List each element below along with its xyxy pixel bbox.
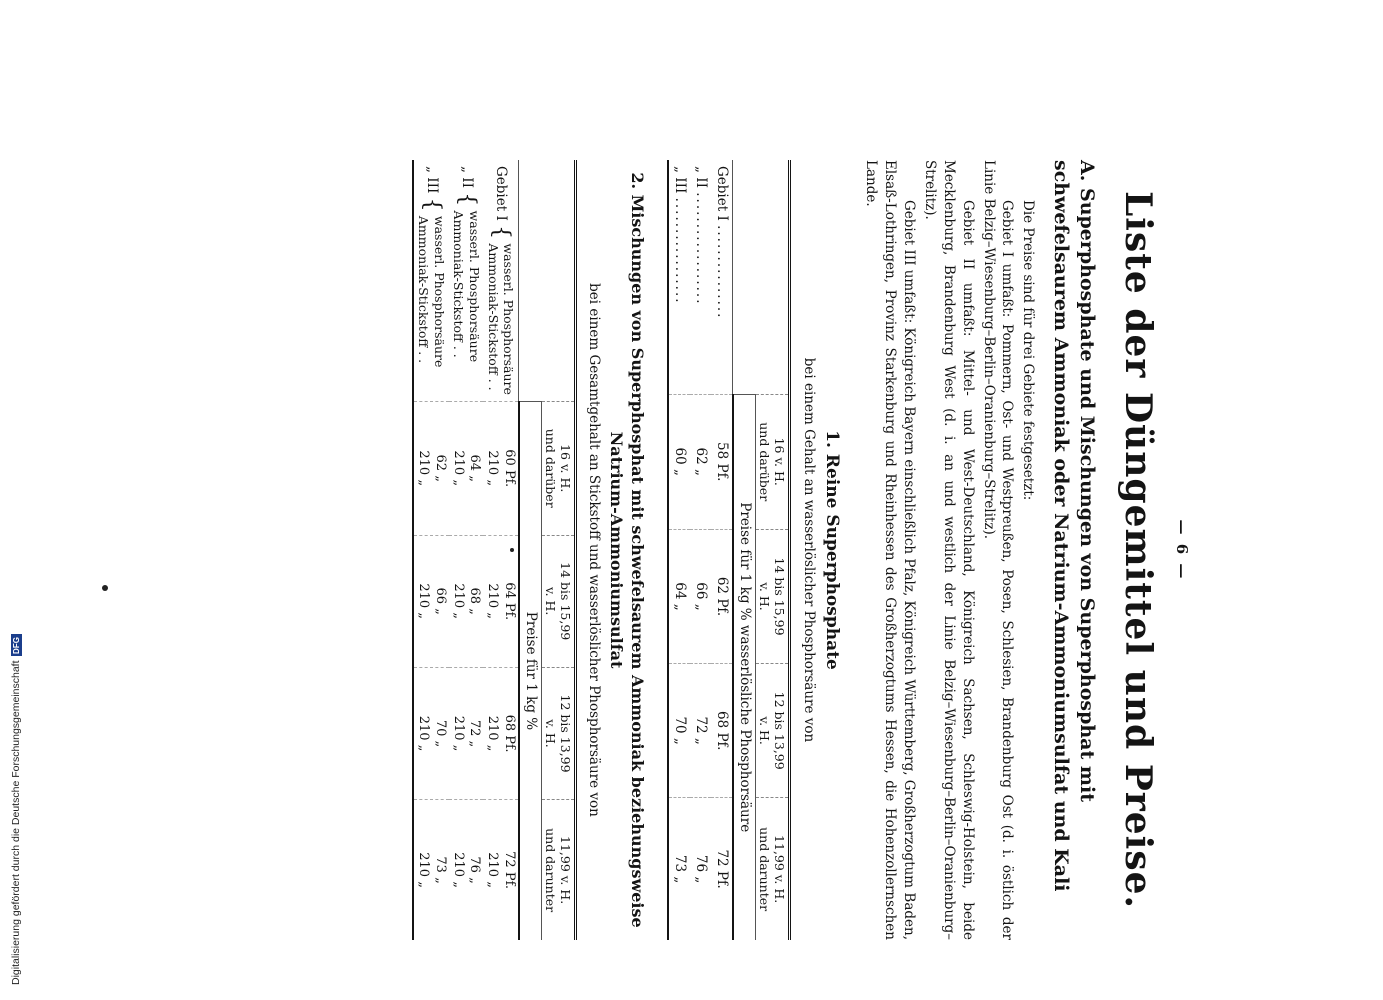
- row-label: „ II { wasserl. Phosphorsäure Ammoniak-Stickstoff . .: [450, 166, 482, 363]
- sublabel: wasserl. Phosphorsäure: [432, 215, 448, 368]
- price-cell: 72 „: [690, 664, 711, 798]
- table2-caption: bei einem Gesamtgehalt an Stickstoff und wasserlöslicher Phosphorsäure von: [586, 283, 603, 817]
- table1-col-header: 12 bis 13,99 v. H.: [755, 664, 789, 798]
- price-cell: 68 „ 210 „: [449, 535, 484, 667]
- price-cell: 60 „: [668, 394, 690, 529]
- price-cell: 66 „: [690, 529, 711, 663]
- table1-corner-cell: [733, 160, 789, 394]
- sublabel: wasserl. Phosphorsäure: [466, 210, 482, 363]
- table1-col-header: 16 v. H. und darüber: [755, 394, 789, 529]
- table-row: [668, 160, 690, 940]
- page-number: — 6 —: [1173, 519, 1191, 581]
- table2-col-header: 14 bis 15,99 v. H.: [541, 535, 575, 667]
- price-cell: 68 Pf. 210 „: [483, 667, 519, 799]
- sublabel: Ammoniak-Stickstoff . .: [450, 210, 466, 358]
- price-cell: 64 Pf. 210 „: [483, 535, 519, 667]
- table2-col-header: 16 v. H. und darüber: [541, 401, 575, 535]
- price-cell: 76 „ 210 „: [449, 800, 484, 940]
- table-row: [690, 160, 711, 940]
- document-page: [172, 160, 1192, 940]
- price-cell: 62 „ 210 „: [413, 401, 449, 535]
- table-row: [449, 160, 484, 940]
- intro-paragraph: Die Preise sind für drei Gebiete festgesetzt:: [1020, 200, 1037, 501]
- row-label: „ III .................: [668, 160, 690, 394]
- table2-col-header: 12 bis 13,99 v. H.: [541, 667, 575, 799]
- price-cell: 60 Pf. 210 „: [483, 401, 519, 535]
- table2-col-header: 11,99 v. H. und darunter: [541, 800, 575, 940]
- price-cell: 62 Pf.: [711, 529, 733, 663]
- price-cell: 70 „: [668, 664, 690, 798]
- price-cell: 72 Pf.: [711, 798, 733, 940]
- price-cell: 64 „ 210 „: [449, 401, 484, 535]
- table1-superphosphate-prices: [667, 160, 791, 940]
- sublabel: wasserl. Phosphorsäure: [501, 243, 517, 395]
- row-label: „ III { wasserl. Phosphorsäure Ammoniak-Stickstoff . .: [413, 160, 449, 401]
- price-cell: 76 „: [690, 798, 711, 940]
- dfg-logo: DFG: [11, 634, 22, 656]
- price-cell: 66 „ 210 „: [413, 535, 449, 667]
- table1-col-header: 11,99 v. H. und darunter: [755, 798, 789, 940]
- price-cell: 62 „: [690, 394, 711, 529]
- price-cell: 72 Pf. 210 „: [483, 800, 519, 940]
- price-cell: 72 „ 210 „: [449, 667, 484, 799]
- scan-speck: [510, 548, 514, 552]
- table1-unit-header: Preise für 1 kg % wasserlösliche Phosphorsäure: [733, 394, 755, 940]
- row-label: Gebiet I ...............: [713, 166, 730, 320]
- credit-text: Digitalisierung gefördert durch die Deutsche Forschungsgemeinschaft: [10, 660, 22, 985]
- page-title: Liste der Düngemittel und Preise.: [1117, 190, 1159, 910]
- price-cell: 58 Pf.: [711, 394, 733, 529]
- table2-corner-cell: [519, 160, 575, 401]
- price-cell: 70 „ 210 „: [413, 667, 449, 799]
- row-label: „ II ..................: [692, 166, 709, 306]
- digitization-credit: [10, 634, 22, 985]
- price-cell: 68 Pf.: [711, 664, 733, 798]
- row-label: Gebiet I { wasserl. Phosphorsäure Ammoniak-Stickstoff . .: [485, 166, 517, 395]
- price-cell: 73 „: [668, 798, 690, 940]
- gebiet-3-paragraph: Gebiet III umfaßt: Königreich Bayern einschließlich Pfalz, Königreich Württemberg, Großherzogtum Baden, Elsaß-Lothringen, Provinz Starkenburg und Rheinhessen des Großherzogtums Hessen, die Hohenzollernschen Lande.: [863, 160, 917, 940]
- table2-title: 2. Mischungen von Superphosphat mit schwefelsaurem Ammoniak beziehungsweise Natrium-Ammoniumsulfat: [607, 172, 648, 928]
- table-row: [711, 160, 733, 940]
- table2-unit-header: Preise für 1 kg %: [519, 401, 541, 940]
- price-cell: 64 „: [668, 529, 690, 663]
- sublabel: Ammoniak-Stickstoff . .: [416, 215, 432, 364]
- table1-caption: bei einem Gehalt an wasserlöslicher Phosphorsäure von: [800, 357, 817, 743]
- table1-col-header: 14 bis 15,99 v. H.: [755, 529, 789, 663]
- section-a-heading: A. Superphosphate und Mischungen von Superphosphat mit schwefelsaurem Ammoniak oder Natrium-Ammoniumsulfat und Kali: [1049, 160, 1098, 892]
- scan-speck: [102, 585, 108, 591]
- sublabel: Ammoniak-Stickstoff . .: [485, 243, 501, 391]
- table-row: [413, 160, 449, 940]
- gebiet-2-paragraph: Gebiet II umfaßt: Mittel- und West-Deutschland, Königreich Sachsen, Schleswig-Holstein, beide Mecklenburg, Brandenburg West (d. i. an und westlich der Linie Belzig–Wiesenburg–Berlin–Oranienburg–Strelitz).: [921, 160, 976, 940]
- table2-mixture-prices: [412, 160, 576, 940]
- price-cell: 73 „ 210 „: [413, 800, 449, 940]
- table1-title: 1. Reine Superphosphate: [822, 430, 843, 670]
- gebiet-1-paragraph: Gebiet I umfaßt: Pommern, Ost- und Westpreußen, Posen, Schlesien, Brandenburg Ost (d. i. östlich der Linie Belzig–Wiesenburg–Berlin–Oranienburg–Strelitz).: [980, 160, 1016, 940]
